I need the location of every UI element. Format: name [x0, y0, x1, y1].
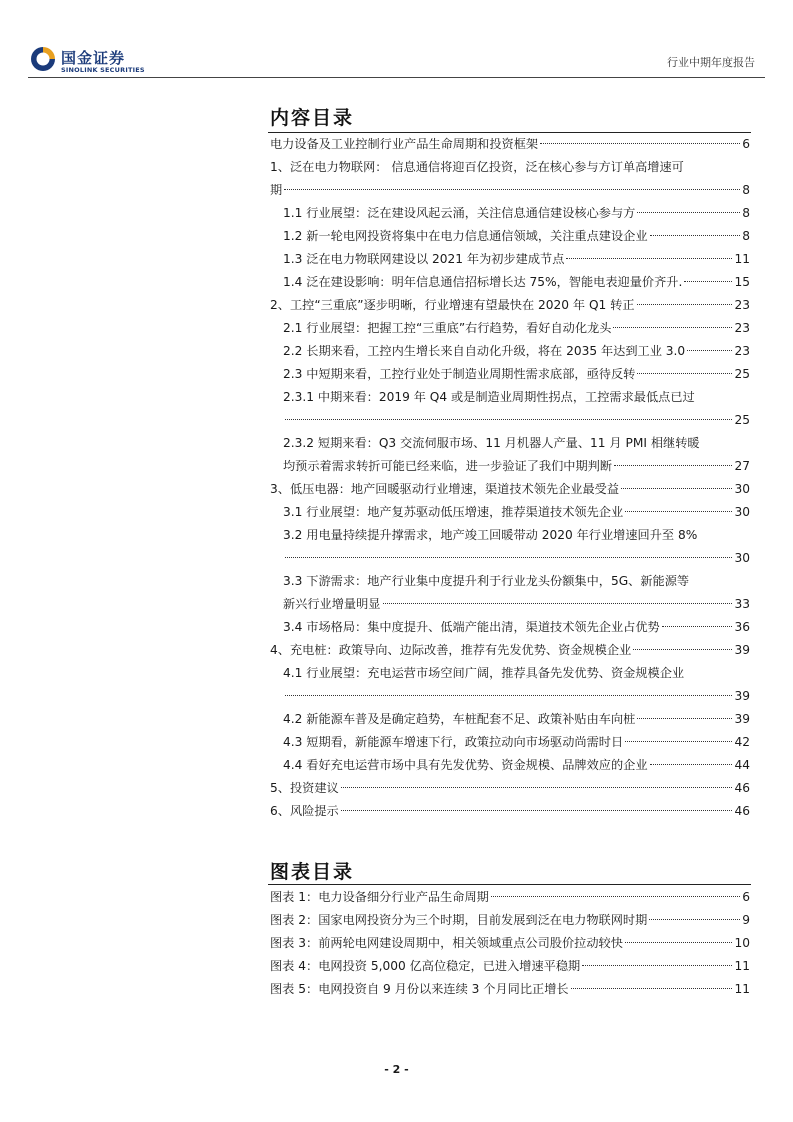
dot-leader	[684, 281, 732, 282]
toc-entry-page: 39	[734, 689, 750, 703]
toc-entry-text: 3.1 行业展望：地产复苏驱动低压增速，推荐渠道技术领先企业	[283, 505, 624, 519]
toc-entry-text: 电力设备及工业控制行业产品生命周期和投资框架	[270, 137, 539, 151]
toc-entry[interactable]	[270, 156, 750, 202]
toc-entry-text: 4.3 短期看，新能源车增速下行，政策拉动向市场驱动尚需时日	[283, 735, 624, 749]
figure-entry[interactable]	[270, 932, 750, 955]
toc-entry[interactable]	[270, 777, 750, 800]
dot-leader	[540, 143, 740, 144]
toc-entry-text-cont: 期	[270, 183, 283, 197]
toc-entry[interactable]	[270, 524, 750, 570]
toc-entry-page: 23	[734, 321, 750, 335]
toc-entry-text: 6、风险提示	[270, 804, 339, 818]
dot-leader	[637, 304, 733, 305]
dot-leader	[285, 419, 732, 420]
toc-entry-text: 1.3 泛在电力物联网建设以 2021 年为初步建成节点	[283, 252, 565, 266]
dot-leader	[637, 212, 740, 213]
toc-entry[interactable]	[270, 501, 750, 524]
toc-entry-page: 25	[734, 413, 750, 427]
toc-entry-text-cont: 新兴行业增量明显	[283, 597, 381, 611]
dot-leader	[383, 603, 733, 604]
toc-entry-text: 2、工控“三重底”逐步明晰，行业增速有望最快在 2020 年 Q1 转正	[270, 298, 635, 312]
page-header	[28, 36, 755, 76]
dot-leader	[582, 965, 732, 966]
company-logo	[28, 44, 148, 78]
toc-entry-text-cont: 均预示着需求转折可能已经来临，进一步验证了我们中期判断	[283, 459, 613, 473]
toc-entry-text: 4.2 新能源车普及是确定趋势，车桩配套不足、政策补贴由车向桩	[283, 712, 636, 726]
toc-entry[interactable]	[270, 731, 750, 754]
figure-entry-page: 11	[734, 982, 750, 996]
toc-entry-page: 39	[734, 643, 750, 657]
toc-entry-text: 2.3 中短期来看，工控行业处于制造业周期性需求底部，亟待反转	[283, 367, 636, 381]
toc-entry-text: 4.1 行业展望：充电运营市场空间广阔，推荐具备先发优势、资金规模企业	[283, 666, 685, 680]
toc-entry-text: 2.2 长期来看，工控内生增长来自自动化升级，将在 2035 年达到工业 3.0	[283, 344, 686, 358]
figure-entry-page: 10	[734, 936, 750, 950]
toc-entry-page: 8	[742, 229, 750, 243]
figure-entry-text: 图表 3：前两轮电网建设周期中，相关领域重点公司股价拉动较快	[270, 936, 623, 950]
toc-entry[interactable]	[270, 386, 750, 432]
toc-entry[interactable]	[270, 271, 750, 294]
dot-leader	[566, 258, 732, 259]
contents-title: 内容目录	[270, 107, 355, 129]
dot-leader	[637, 373, 732, 374]
toc-entry-page: 8	[742, 183, 750, 197]
toc-entry[interactable]	[270, 202, 750, 225]
toc-entry-text: 3、低压电器：地产回暖驱动行业增速，渠道技术领先企业最受益	[270, 482, 620, 496]
toc-entry[interactable]	[270, 708, 750, 731]
toc-entry-page: 39	[734, 712, 750, 726]
toc-entry-page: 8	[742, 206, 750, 220]
toc-entry[interactable]	[270, 133, 750, 156]
dot-leader	[650, 235, 741, 236]
figures-title-rule	[268, 884, 751, 885]
toc-entry-page: 27	[734, 459, 750, 473]
toc-entry[interactable]	[270, 317, 750, 340]
figure-entry-text: 图表 2：国家电网投资分为三个时期，目前发展到泛在电力物联网时期	[270, 913, 648, 927]
toc-entry-page: 15	[734, 275, 750, 289]
toc-entry-text: 1、泛在电力物联网： 信息通信将迎百亿投资，泛在核心参与方订单高增速可	[270, 160, 684, 174]
dot-leader	[285, 557, 732, 558]
figures-list	[270, 886, 750, 1001]
toc-entry-text: 4、充电桩：政策导向、边际改善，推荐有先发优势、资金规模企业	[270, 643, 632, 657]
toc-entry[interactable]	[270, 432, 750, 478]
report-type-label: 行业中期年度报告	[667, 56, 755, 69]
sinolink-logo-icon	[30, 46, 56, 72]
figure-entry-text: 图表 5：电网投资自 9 月份以来连续 3 个月同比正增长	[270, 982, 569, 996]
logo-chinese-name: 国金证券	[61, 49, 126, 67]
toc-entry-page: 44	[734, 758, 750, 772]
dot-leader	[341, 787, 733, 788]
figure-entry[interactable]	[270, 909, 750, 932]
toc-entry-page: 6	[742, 137, 750, 151]
figure-entry-page: 9	[742, 913, 750, 927]
toc-entry[interactable]	[270, 225, 750, 248]
dot-leader	[687, 350, 732, 351]
toc-entry-page: 23	[734, 344, 750, 358]
dot-leader	[650, 764, 733, 765]
toc-entry-text: 4.4 看好充电运营市场中具有先发优势、资金规模、品牌效应的企业	[283, 758, 648, 772]
toc-entry-page: 36	[734, 620, 750, 634]
toc-entry[interactable]	[270, 478, 750, 501]
figures-title: 图表目录	[270, 861, 355, 883]
figure-entry-text: 图表 4：电网投资 5,000 亿高位稳定，已进入增速平稳期	[270, 959, 581, 973]
figure-entry-page: 11	[734, 959, 750, 973]
toc-entry[interactable]	[270, 340, 750, 363]
figure-entry[interactable]	[270, 955, 750, 978]
dot-leader	[625, 511, 732, 512]
toc-entry-text: 2.1 行业展望：把握工控“三重底”右行趋势，看好自动化龙头	[283, 321, 612, 335]
header-divider	[28, 77, 765, 78]
toc-entry-page: 33	[734, 597, 750, 611]
toc-entry-text: 2.3.2 短期来看：Q3 交流伺服市场、11 月机器人产量、11 月 PMI 相继转暖	[283, 436, 700, 450]
toc-entry-text: 1.1 行业展望：泛在建设风起云涌，关注信息通信建设核心参与方	[283, 206, 636, 220]
toc-entry-page: 46	[734, 781, 750, 795]
dot-leader	[637, 718, 732, 719]
toc-entry-text: 3.3 下游需求：地产行业集中度提升利于行业龙头份额集中，5G、新能源等	[283, 574, 690, 588]
toc-entry[interactable]	[270, 639, 750, 662]
toc-entry-page: 30	[734, 482, 750, 496]
toc-entry-page: 23	[734, 298, 750, 312]
figure-entry-page: 6	[742, 890, 750, 904]
toc-entry[interactable]	[270, 248, 750, 271]
dot-leader	[649, 919, 740, 920]
toc-entry[interactable]	[270, 800, 750, 823]
toc-entry-text: 3.4 市场格局：集中度提升、低端产能出清，渠道技术领先企业占优势	[283, 620, 660, 634]
toc-entry-text: 1.2 新一轮电网投资将集中在电力信息通信领域，关注重点建设企业	[283, 229, 648, 243]
dot-leader	[491, 896, 740, 897]
toc-entry-page: 42	[734, 735, 750, 749]
dot-leader	[613, 327, 732, 328]
toc-entry-text: 2.3.1 中期来看：2019 年 Q4 或是制造业周期性拐点，工控需求最低点已过	[283, 390, 695, 404]
dot-leader	[614, 465, 732, 466]
dot-leader	[621, 488, 732, 489]
dot-leader	[284, 189, 740, 190]
toc-entry-text: 3.2 用电量持续提升撑需求，地产竣工回暖带动 2020 年行业增速回升至 8%	[283, 528, 698, 542]
toc-entry-page: 46	[734, 804, 750, 818]
toc-entry[interactable]	[270, 363, 750, 386]
logo-english-name: SINOLINK SECURITIES	[61, 66, 145, 74]
toc-entry[interactable]	[270, 754, 750, 777]
toc-entry[interactable]	[270, 294, 750, 317]
dot-leader	[625, 741, 732, 742]
toc-entry[interactable]	[270, 616, 750, 639]
figure-entry[interactable]	[270, 886, 750, 909]
toc-entry-page: 25	[734, 367, 750, 381]
figure-entry[interactable]	[270, 978, 750, 1001]
toc-entry-text: 5、投资建议	[270, 781, 339, 795]
page-number: - 2 -	[384, 1063, 409, 1076]
toc-entry-page: 30	[734, 551, 750, 565]
dot-leader	[625, 942, 733, 943]
dot-leader	[285, 695, 732, 696]
toc-entry-page: 11	[734, 252, 750, 266]
dot-leader	[662, 626, 733, 627]
dot-leader	[633, 649, 732, 650]
dot-leader	[341, 810, 733, 811]
figure-entry-text: 图表 1：电力设备细分行业产品生命周期	[270, 890, 489, 904]
toc-entry-text: 1.4 泛在建设影响：明年信息通信招标增长达 75%，智能电表迎量价齐升.	[283, 275, 683, 289]
toc-entry[interactable]	[270, 570, 750, 616]
toc-entry[interactable]	[270, 662, 750, 708]
dot-leader	[571, 988, 733, 989]
toc-entry-page: 30	[734, 505, 750, 519]
contents-list	[270, 133, 750, 823]
